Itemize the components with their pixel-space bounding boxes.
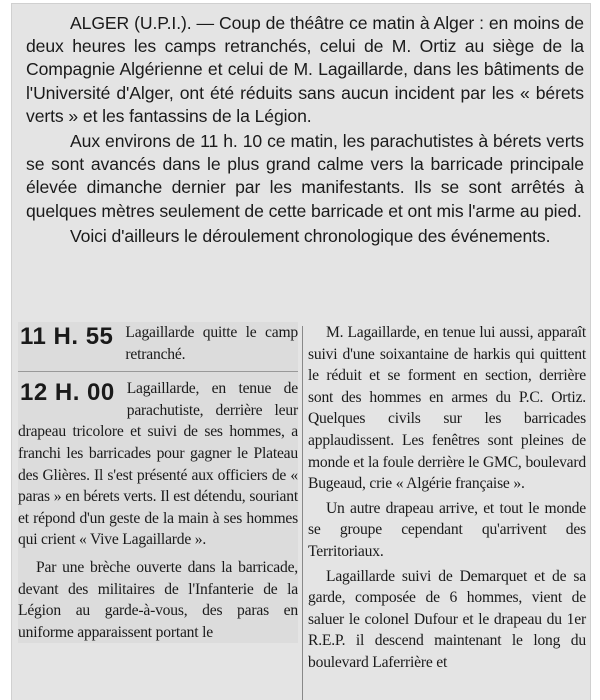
- chronology-entry-text: Lagaillarde, en tenue de parachutiste, derrière leur drapeau tricolore et suivi de ses hommes, a franchi les barricades pour gagner le Plateau des Glières. Il s'est présenté aux officiers de « paras » en bérets verts. Il est détendu, souriant et répond d'un geste de la main à ses hommes qui crient « Vive Lagaillarde ».: [18, 380, 298, 549]
- lead-paragraph-1: [26, 12, 584, 128]
- chronology-entry-text: Lagaillarde quitte le camp retranché.: [125, 324, 298, 363]
- column-divider: [302, 326, 303, 700]
- entry-separator: [18, 371, 298, 372]
- left-column: [18, 322, 298, 643]
- chronology-entry: [18, 378, 298, 551]
- time-stamp: 11 H. 55: [20, 323, 114, 350]
- lead-paragraph-1-text: Coup de théâtre ce matin à Alger : en moins de deux heures les camps retranchés, celui de M. Ortiz au siège de la Compagnie Algérienne et celui de M. Lagaillarde, dans les bâtiments de l'Université d'Alger, ont été réduits sans aucun incident par les « bérets verts » et les fantassins de la Légion.: [26, 13, 584, 126]
- newspaper-clipping: [12, 4, 590, 700]
- left-column-paragraph: Par une brèche ouverte dans la barricade, devant des militaires de l'Infanterie de la Légion au garde-à-vous, des paras en uniforme apparaissent portant le: [18, 558, 298, 641]
- chronology-entry: [18, 322, 298, 365]
- time-stamp: 12 H. 00: [20, 379, 115, 407]
- right-column-paragraph-3: Lagaillarde suivi de Demarquet et de sa garde, composée de 6 hommes, vient de saluer le colonel Dufour et le drapeau du 1er R.E.P. il descend maintenant le long du boulevard Laferrière et: [308, 567, 586, 671]
- right-column-paragraph-2: Un autre drapeau arrive, et tout le monde se groupe cependant qu'arrivent des Territoriaux.: [308, 499, 586, 560]
- lead-paragraph-2: Aux environs de 11 h. 10 ce matin, les parachutistes à bérets verts se sont avancés dans le plus grand calme vers la barricade principale élevée dimanche dernier par les manifestants. Ils se sont arrêtés à quelques mètres seulement de cette barricade et ont mis l'arme au pied.: [26, 131, 584, 221]
- lead-article: [26, 12, 584, 248]
- lead-paragraph-3: Voici d'ailleurs le déroulement chronologique des événements.: [70, 225, 551, 246]
- right-column: [308, 322, 586, 674]
- right-column-paragraph-1: M. Lagaillarde, en tenue lui aussi, apparaît suivi d'une soixantaine de harkis qui quittent le réduit et se forment en section, derrière sont des hommes en armes du P.C. Ortiz. Quelques civils sur les barricades applaudissent. Les fenêtres sont pleines de monde et la foule derrière le GMC, boulevard Bugeaud, crie « Algérie française ».: [308, 324, 586, 493]
- dateline: ALGER (U.P.I.). —: [70, 13, 215, 33]
